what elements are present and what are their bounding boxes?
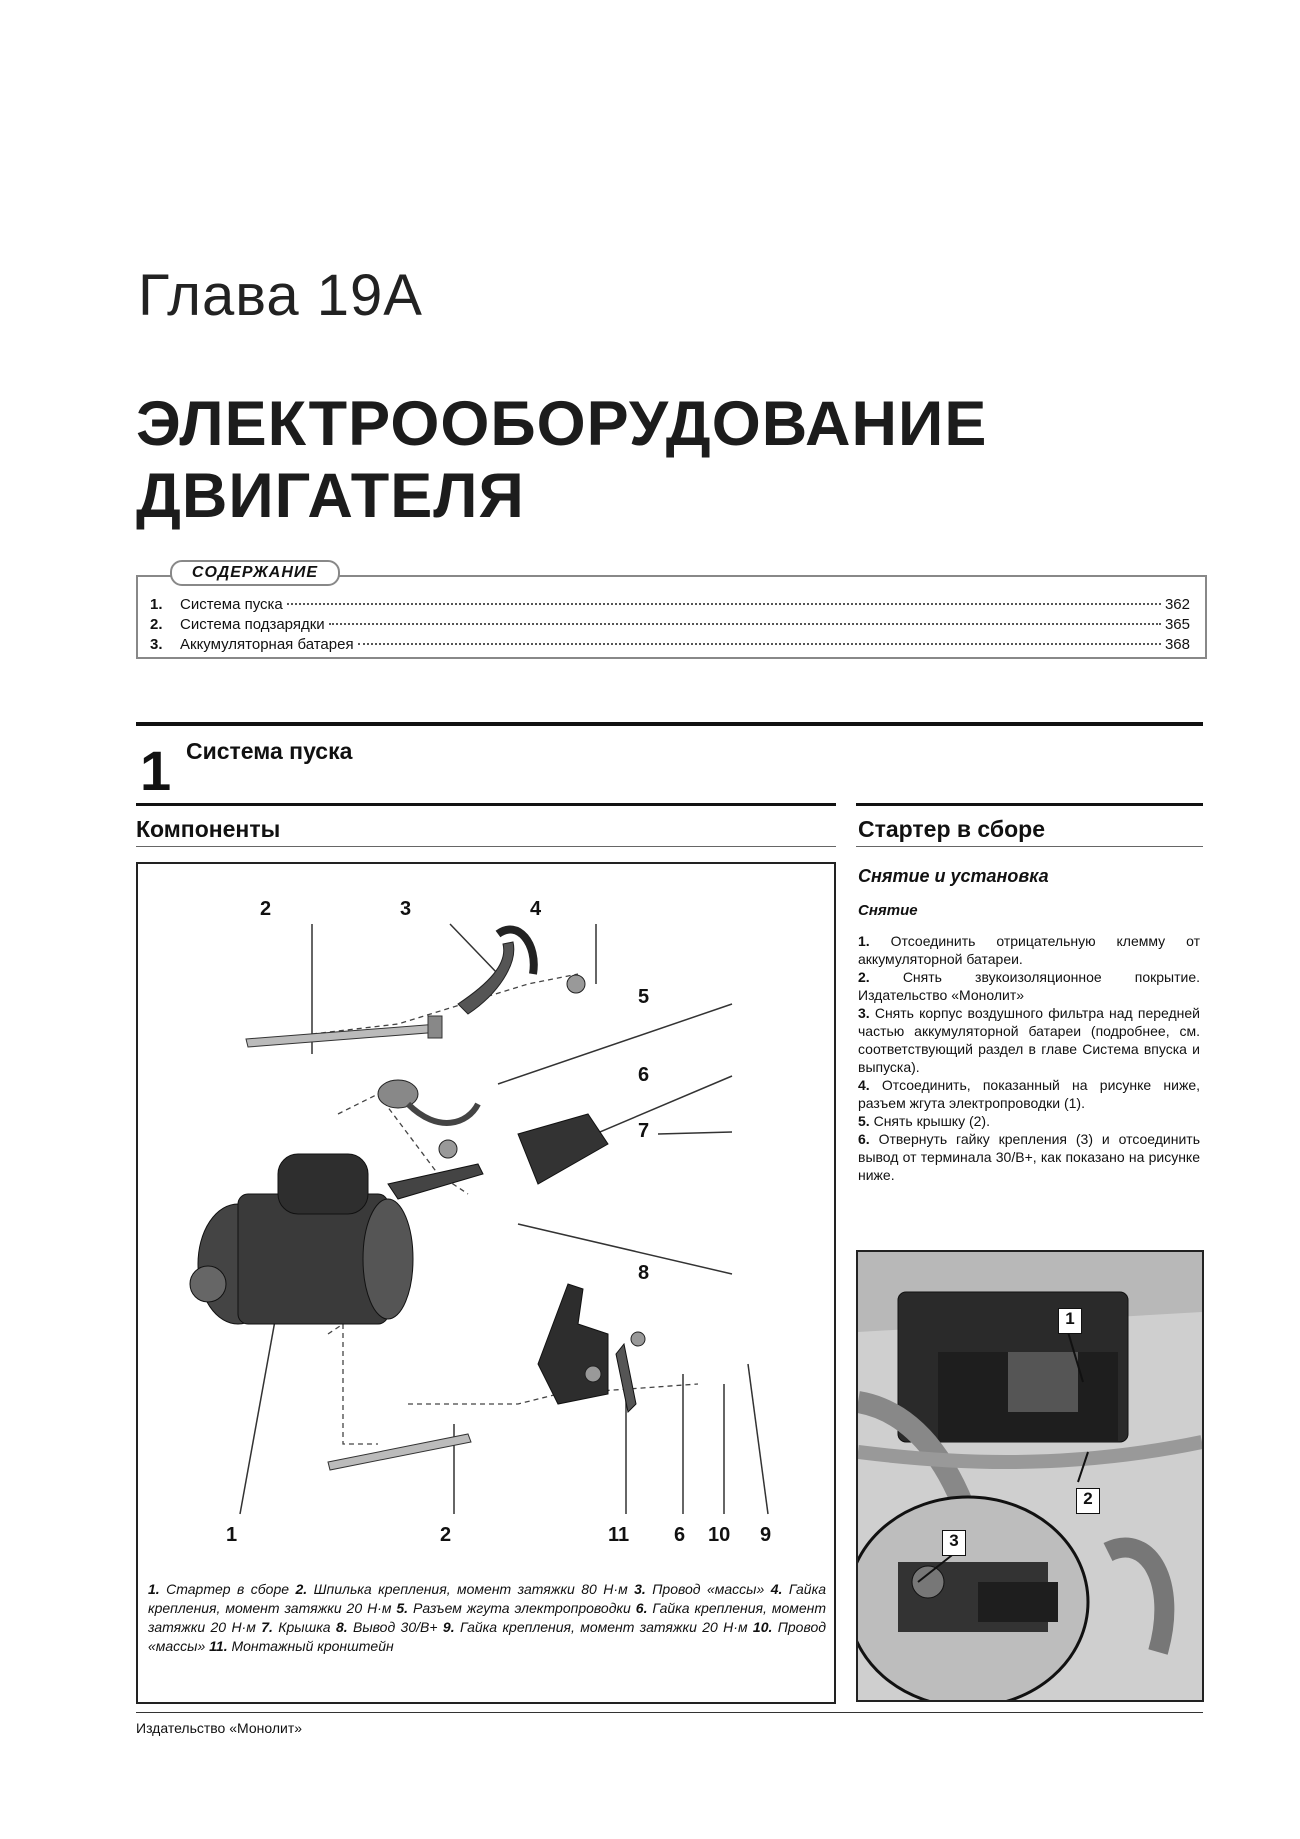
step-number: 5. [858,1113,870,1129]
photo-callout: 2 [1076,1488,1100,1514]
caption-text: Шпилька крепления, момент затяжки 80 Н·м [307,1581,635,1597]
section-rule [136,722,1203,726]
toc-item[interactable] [150,616,1190,633]
starter-heading: Стартер в сборе [858,816,1046,842]
ground-wire-10 [616,1344,636,1412]
assembly-dashed-line [312,974,578,1034]
step-text: Снять крышку (2). [873,1113,990,1129]
step-item [858,1076,1200,1112]
step-text: Отвернуть гайку крепления (3) и отсоединить вывод от терминала 30/B+, как показано на рисунке ниже. [858,1131,1200,1183]
toc-item-label: Система пуска [180,596,283,613]
stud-top-nut [428,1016,442,1038]
toc-leader [329,623,1161,625]
caption-text: Стартер в сборе [159,1581,296,1597]
nut-9 [631,1332,645,1346]
caption-text: Монтажный кронштейн [227,1638,394,1654]
toc-item-page: 368 [1164,636,1190,653]
toc-item[interactable] [150,596,1190,613]
caption-num: 1. [148,1581,160,1597]
callout-label: 9 [760,1524,772,1546]
section-title: Система пуска [186,738,353,764]
caption-text: Разъем жгута электропроводки [408,1600,636,1616]
stud-top [246,1024,440,1047]
caption-num: 9. [442,1619,455,1635]
starter-rule [856,803,1203,806]
terminal-8 [388,1164,483,1199]
chapter-label: Глава 19А [138,263,423,328]
toc-item-page: 365 [1164,616,1190,633]
callout-label: 2 [440,1524,452,1546]
callout-label: 3 [400,898,412,920]
page-title [136,388,987,532]
removal-heading: Снятие и установка [858,866,1049,886]
caption-text: Гайка крепления, момент затяжки 20 Н·м [148,1581,826,1616]
caption-num: 5. [396,1600,409,1616]
toc-heading: СОДЕРЖАНИЕ [170,560,340,586]
caption-text: Провод «массы» [645,1581,771,1597]
connector-5-wire [408,1104,478,1123]
caption-num: 3. [634,1581,646,1597]
caption-text: Вывод 30/B+ [347,1619,443,1635]
components-heading: Компоненты [136,816,281,842]
footer-rule [136,1712,1203,1713]
cover-7 [518,1114,608,1184]
figure-caption [148,1580,826,1656]
toc-item-number: 1. [150,596,163,613]
callout-label: 7 [638,1120,650,1142]
callout-label: 2 [260,898,272,920]
step-item [858,1112,1200,1130]
callout-label: 5 [638,986,650,1008]
caption-num: 2. [295,1581,308,1597]
toc-leader [358,643,1161,645]
nut-6-bottom [585,1366,601,1382]
caption-num: 7. [261,1619,273,1635]
caption-text: Крышка [272,1619,336,1635]
caption-num: 11. [209,1638,228,1654]
caption-num: 4. [770,1581,783,1597]
callout-label: 1 [226,1524,238,1546]
toc-leader [287,603,1161,605]
caption-num: 8. [335,1619,348,1635]
removal-steps [858,932,1200,1184]
step-number: 2. [858,969,870,985]
callout-label: 11 [608,1524,630,1546]
leader-line [748,1364,768,1514]
step-item [858,1130,1200,1184]
leader-line [450,924,498,974]
bracket-11 [538,1284,608,1404]
toc-item-number: 2. [150,616,163,633]
engine-bay-photo [858,1252,1202,1700]
removal-subheading: Снятие [858,902,918,919]
nut-6 [439,1140,457,1158]
step-number: 4. [858,1077,870,1093]
components-underline [136,846,836,847]
section-number: 1 [140,739,172,802]
starter-body [190,1154,413,1324]
caption-num: 6. [635,1600,648,1616]
step-number: 3. [858,1005,870,1021]
step-item [858,932,1200,968]
components-rule [136,803,836,806]
callout-label: 6 [638,1064,650,1086]
step-text: Снять корпус воздушного фильтра над передней частью аккумуляторной батареи (подробнее, см. соответствующий раздел в главе Система впуска и выпуска). [858,1005,1201,1075]
stud-bottom [328,1434,471,1470]
step-number: 1. [858,933,870,949]
step-number: 6. [858,1131,870,1147]
footer-publisher: Издательство «Монолит» [136,1720,303,1736]
caption-num: 10. [752,1619,773,1635]
leader-line [518,1224,732,1274]
assembly-dashed-line [328,1324,378,1444]
photo-callout: 3 [942,1530,966,1556]
components-figure [136,862,836,1704]
leader-line [240,1304,278,1514]
step-text: Отсоединить отрицательную клемму от аккумуляторной батареи. [858,933,1200,967]
toc-item-label: Система подзарядки [180,616,325,633]
toc-item-page: 362 [1164,596,1190,613]
callout-label: 4 [530,898,542,920]
callout-label: 6 [674,1524,686,1546]
leader-line [498,1004,732,1084]
toc-item[interactable] [150,636,1190,653]
caption-text: Гайка крепления, момент затяжки 20 Н·м [454,1619,753,1635]
starter-photo [856,1250,1204,1702]
photo-callout: 1 [1058,1308,1082,1334]
title-line-1: ЭЛЕКТРООБОРУДОВАНИЕ [136,389,988,459]
step-text: Снять звукоизоляционное покрытие. Издательство «Монолит» [858,969,1201,1003]
step-text: Отсоединить, показанный на рисунке ниже, разъем жгута электропроводки (1). [858,1077,1201,1111]
caption-text: Гайка крепления, момент затяжки 20 Н·м [148,1600,826,1635]
starter-underline [856,846,1203,847]
toc-item-label: Аккумуляторная батарея [180,636,354,653]
step-item [858,968,1200,1004]
toc-item-number: 3. [150,636,163,653]
caption-text: Провод «массы» [148,1619,826,1654]
leader-line [658,1132,732,1134]
title-line-2: ДВИГАТЕЛЯ [136,461,525,531]
ground-wire-3 [458,942,514,1014]
step-item [858,1004,1200,1076]
starter-exploded-diagram [138,864,834,1702]
nut-4 [567,975,585,993]
callout-label: 8 [638,1262,650,1284]
callout-label: 10 [708,1524,731,1546]
